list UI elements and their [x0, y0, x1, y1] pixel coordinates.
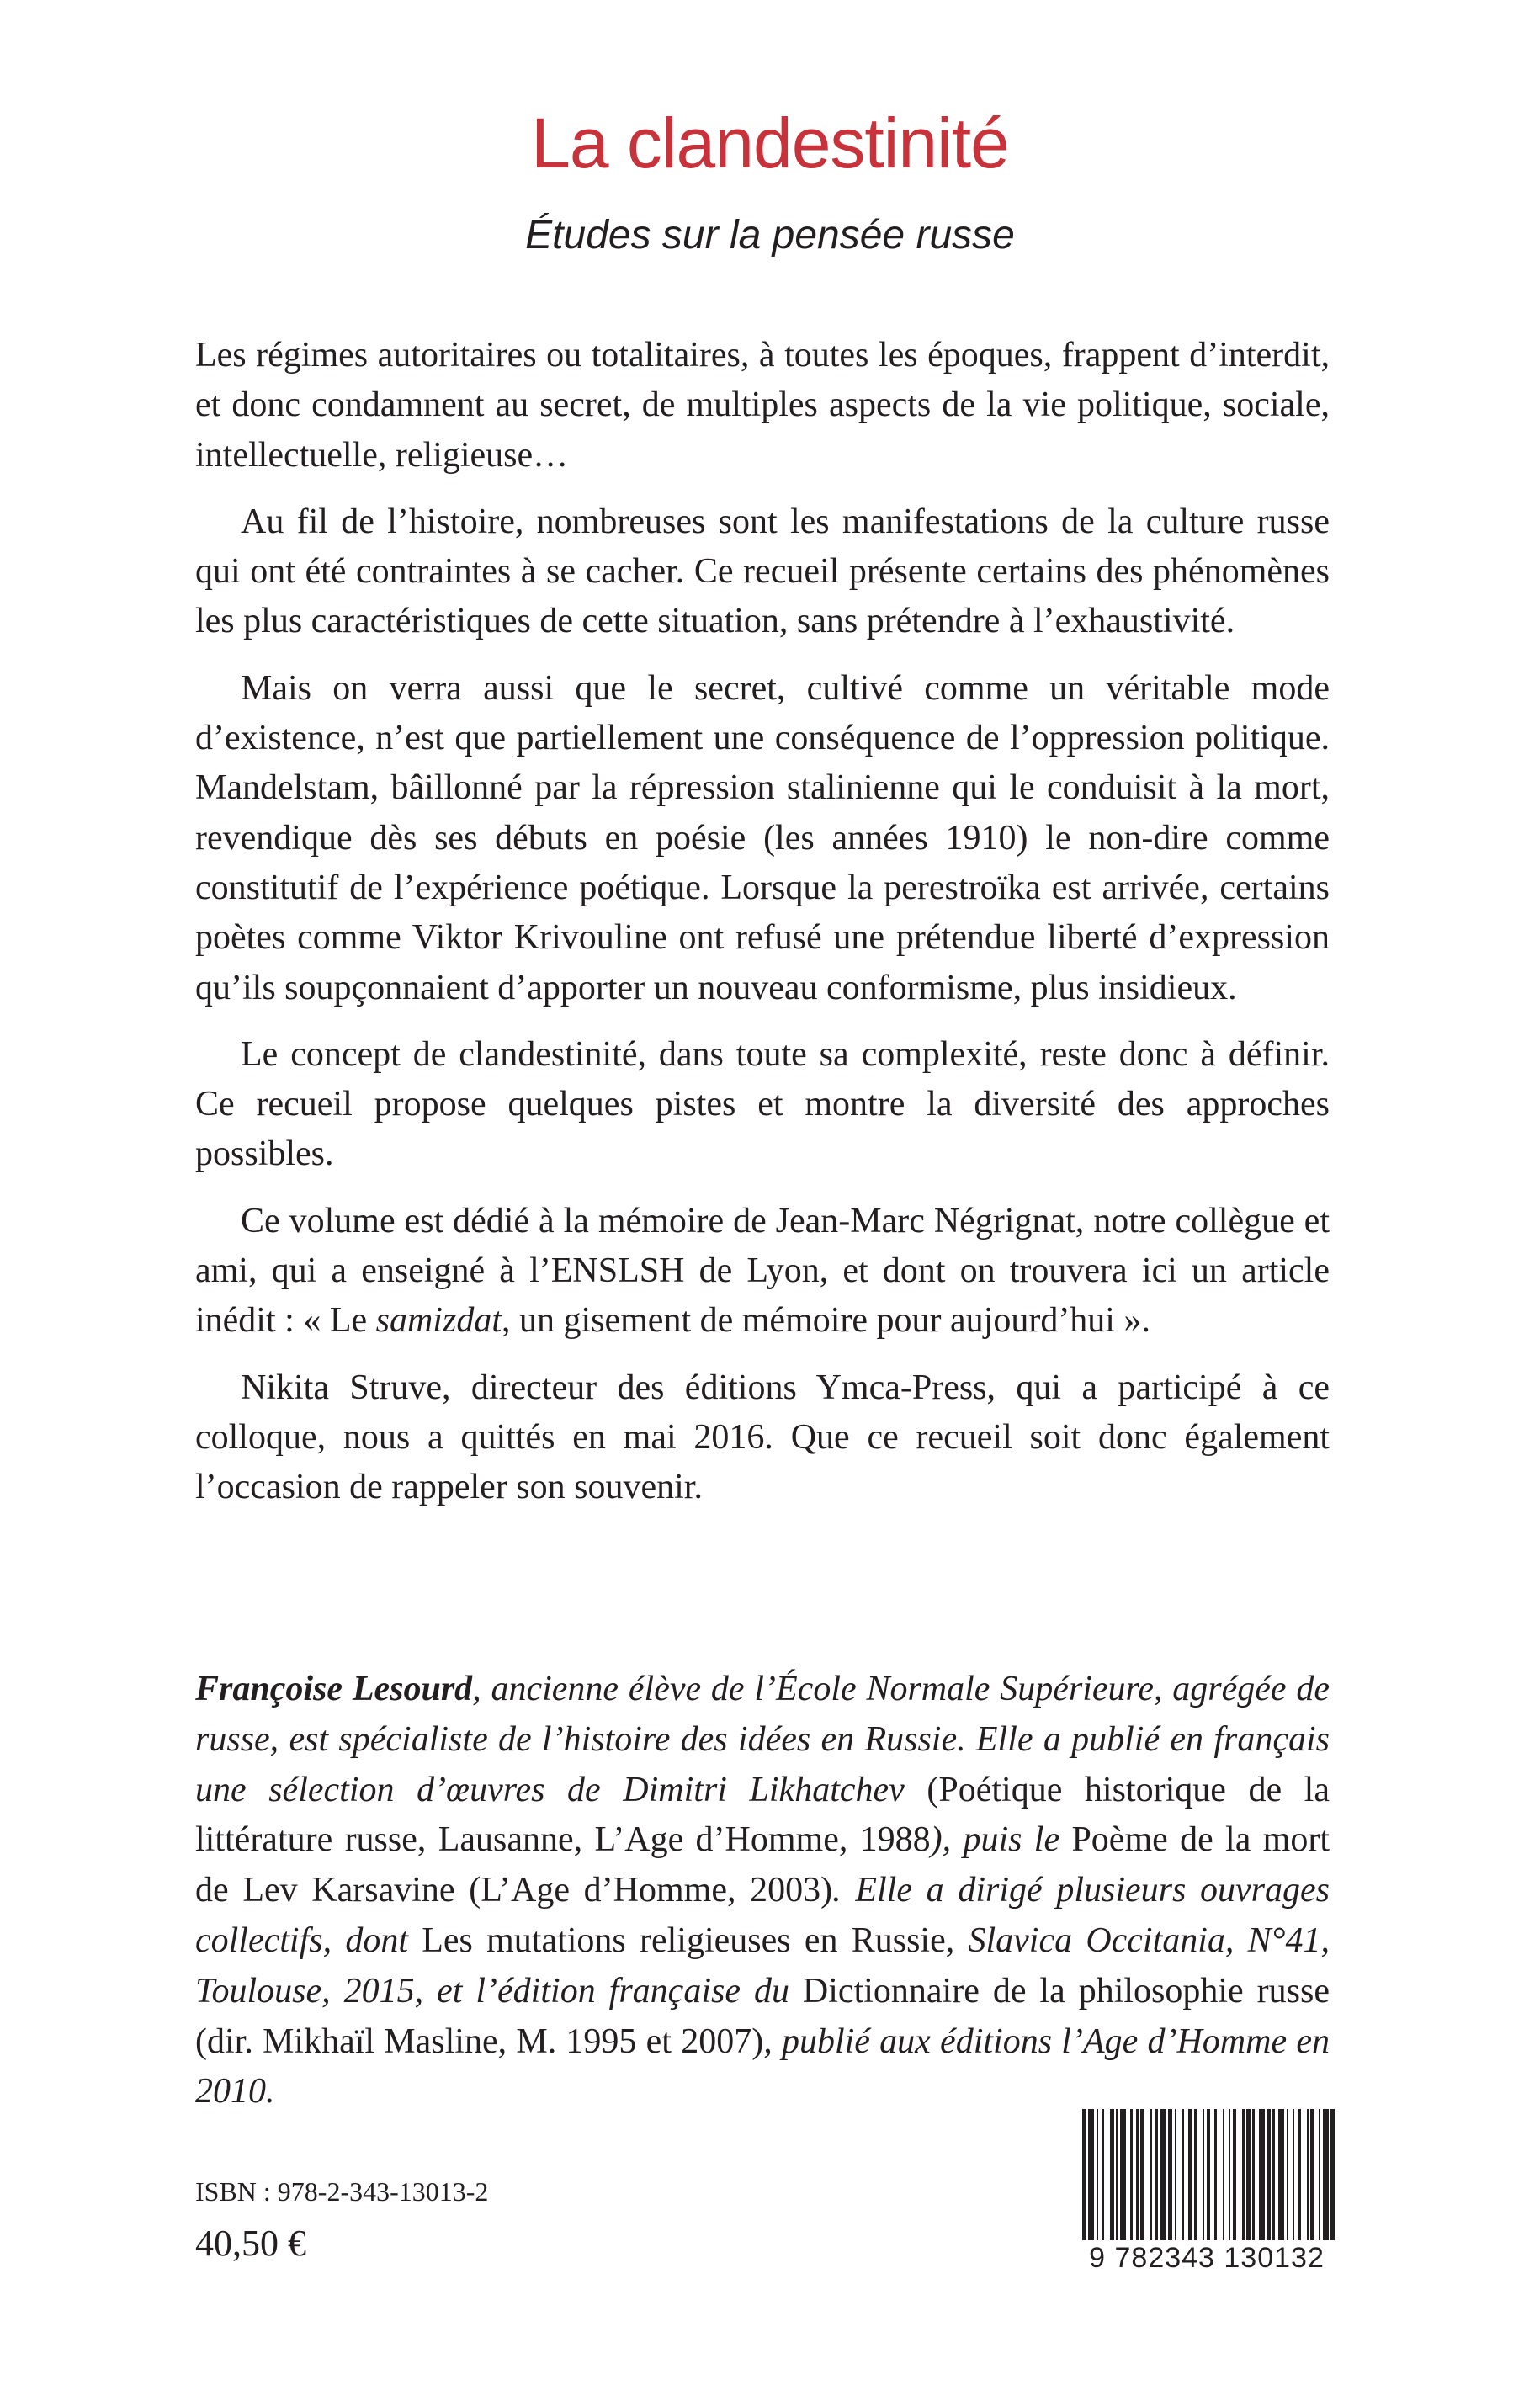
author-bio-text: . Elle a dirigé plusieurs ouvrages collectifs, dont	[195, 1871, 1330, 1960]
barcode-bar	[1207, 2109, 1211, 2240]
barcode-bar	[1120, 2109, 1126, 2240]
barcode-bar	[1203, 2109, 1204, 2240]
blurb	[195, 331, 1330, 1530]
author-bio-text: , ancienne élève de l’École Normale Supérieure, agrégée de russe, est spécialiste de l’histoire des idées en Russie. Elle a publié en français une sélection d’œuvres de Dimitri Likhatchev	[195, 1670, 1330, 1809]
work-title: Poème de la mort de Lev Karsavine (L’Age d’Homme, 2003)	[195, 1820, 1330, 1910]
author-bio-text: , Slavica Occitania, N°41, Toulouse, 2015, et l’édition française du	[195, 1920, 1330, 2011]
blurb-paragraph: Nikita Struve, directeur des éditions Ymca-Press, qui a participé à ce colloque, nous a quittés en mai 2016. Que ce recueil soit donc également l’occasion de rappeler son souvenir.	[195, 1368, 1330, 1507]
book-subtitle: Études sur la pensée russe	[525, 213, 1015, 258]
barcode-bar	[1116, 2109, 1118, 2240]
barcode-bar	[1293, 2109, 1294, 2240]
barcode-bar	[1229, 2109, 1230, 2240]
barcode-bar	[1168, 2109, 1172, 2240]
barcode-bar	[1110, 2109, 1114, 2240]
barcode-bar	[1287, 2109, 1288, 2240]
barcode-bar	[1102, 2109, 1104, 2240]
barcode-bar	[1136, 2109, 1138, 2240]
author-bio-text: , publié aux éditions l’Age d’Homme en 2010.	[195, 2021, 1330, 2111]
barcode-bar	[1082, 2109, 1086, 2240]
barcode-bar	[1160, 2109, 1166, 2240]
barcode-digits: 9 782343 130132	[1089, 2242, 1325, 2274]
barcode-bar	[1140, 2109, 1144, 2240]
barcode-bar	[1194, 2109, 1196, 2240]
barcode-bar	[1242, 2109, 1244, 2240]
barcode-bar	[1182, 2109, 1184, 2240]
barcode-bar	[1150, 2109, 1152, 2240]
barcode-bar	[1233, 2109, 1237, 2240]
dedication-text: Ce volume est dédié à la mémoire de Jean-Marc Négrignat, notre collègue et ami, qui a enseigné à l’ENSLSH de Lyon, et dont on trouvera ici un article inédit : « Le	[195, 1201, 1330, 1341]
barcode-bar	[1278, 2109, 1284, 2240]
barcode-bar	[1298, 2109, 1300, 2240]
barcode-bar	[1130, 2109, 1132, 2240]
work-title: Dictionnaire de la philosophie russe (dir. Mikhaïl Masline, M. 1995 et 2007)	[195, 1971, 1330, 2061]
barcode-bar	[1323, 2109, 1329, 2240]
barcode-bar	[1272, 2109, 1274, 2240]
blurb-paragraph: Mais on verra aussi que le secret, cultivé comme un véritable mode d’existence, n’est que partiellement une conséquence de l’oppression politique. Mandelstam, bâillonné par la répression stalinienne qui le conduisit à la mort, revendique dès ses débuts en poésie (les années 1910) le non-dire comme constitutif de l’expérience poétique. Lorsque la perestroïka est arrivée, certains poètes comme Viktor Krivouline ont refusé une prétendue liberté d’expression qu’ils soupçonnaient d’apporter un nouveau conformisme, plus insidieux.	[195, 668, 1330, 1007]
barcode-bar	[1267, 2109, 1271, 2240]
author-bio	[195, 1665, 1330, 2117]
barcode-bar	[1307, 2109, 1309, 2240]
barcode-bars	[1082, 2109, 1335, 2240]
barcode-bar	[1252, 2109, 1254, 2240]
barcode-bar	[1155, 2109, 1159, 2240]
barcode	[1067, 2099, 1346, 2286]
price: 40,50 €	[195, 2223, 306, 2264]
barcode-bar	[1175, 2109, 1176, 2240]
barcode-bar	[1097, 2109, 1098, 2240]
author-name: Françoise Lesourd	[195, 1670, 473, 1708]
blurb-paragraph: Le concept de clandestinité, dans toute sa complexité, reste donc à définir. Ce recueil propose quelques pistes et montre la diversité des approches possibles.	[195, 1034, 1330, 1174]
dedication-paragraph	[195, 1197, 1330, 1347]
blurb-paragraph: Au fil de l’histoire, nombreuses sont les manifestations de la culture russe qui ont été contraintes à se cacher. Ce recueil présente certains des phénomènes les plus caractéristiques de cette situation, sans prétendre à l’exhaustivité.	[195, 502, 1330, 641]
barcode-bar	[1330, 2109, 1335, 2240]
work-title: (Poétique historique de la littérature russe, Lausanne, L’Age d’Homme, 1988	[195, 1770, 1330, 1860]
barcode-bar	[1319, 2109, 1320, 2240]
barcode-bar	[1214, 2109, 1216, 2240]
barcode-bar	[1259, 2109, 1265, 2240]
barcode-bar	[1223, 2109, 1224, 2240]
dedication-text-end: , un gisement de mémoire pour aujourd’hui ».	[501, 1301, 1150, 1341]
barcode-bar	[1246, 2109, 1251, 2240]
barcode-bar	[1088, 2109, 1094, 2240]
dedication-italic: samizdat	[375, 1301, 502, 1341]
barcode-bar	[1310, 2109, 1314, 2240]
barcode-bar	[1188, 2109, 1192, 2240]
book-title: La clandestinité	[531, 104, 1009, 183]
isbn: ISBN : 978-2-343-13013-2	[195, 2176, 489, 2207]
blurb-paragraph: Les régimes autoritaires ou totalitaires, à toutes les époques, frappent d’interdit, et donc condamnent au secret, de multiples aspects de la vie politique, sociale, intellectuelle, religieuse…	[195, 336, 1330, 475]
work-title: Les mutations religieuses en Russie	[408, 1920, 946, 1960]
author-bio-text: ), puis le	[930, 1820, 1060, 1860]
